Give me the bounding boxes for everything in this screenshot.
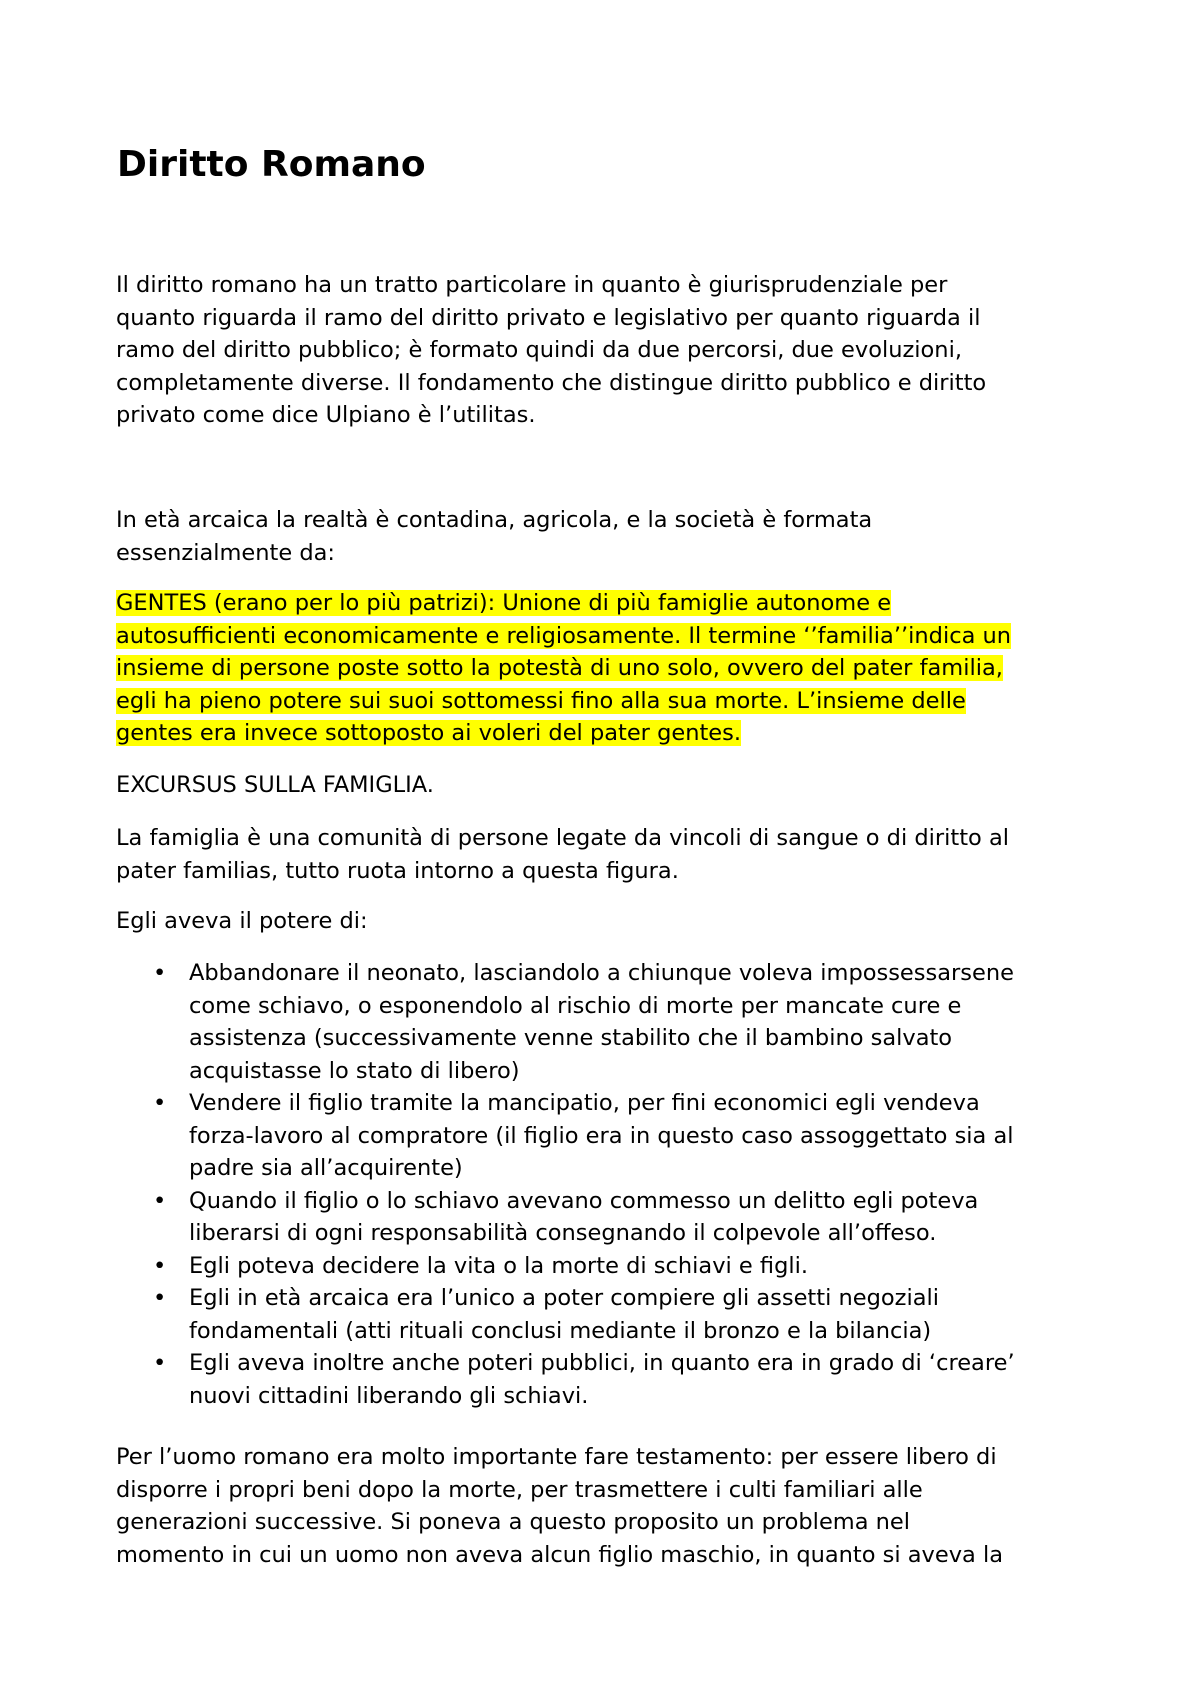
- intro-line: completamente diverse. Il fondamento che distingue diritto pubblico e diritto: [116, 369, 987, 396]
- gentes-line: insieme di persone poste sotto la potestà di uno solo, ovvero del pater familia,: [116, 655, 1003, 681]
- potere-intro: [116, 905, 1116, 938]
- famiglia-line: La famiglia è una comunità di persone legate da vincoli di sangue o di diritto al: [116, 825, 1009, 851]
- intro-line: quanto riguarda il ramo del diritto privato e legislativo per quanto riguarda il: [116, 304, 981, 331]
- bullet-line: Egli aveva inoltre anche poteri pubblici, in quanto era in grado di ‘creare’: [189, 1350, 1015, 1376]
- gentes-paragraph-highlighted: [116, 587, 1116, 750]
- bullet-icon: •: [153, 1187, 167, 1214]
- bullet-item: [116, 1347, 1116, 1412]
- bullet-line: assistenza (successivamente venne stabilito che il bambino salvato: [189, 1025, 953, 1051]
- bullet-item: [116, 1087, 1116, 1185]
- bullet-line: padre sia all’acquirente): [189, 1155, 463, 1181]
- gentes-line: gentes era invece sottoposto ai voleri del pater gentes.: [116, 720, 742, 746]
- bullet-item: [116, 957, 1116, 1087]
- excursus-heading: [116, 769, 1116, 802]
- bullet-item: [116, 1185, 1116, 1250]
- famiglia-line: pater familias, tutto ruota intorno a questa figura.: [116, 857, 679, 884]
- bullet-line: acquistasse lo stato di libero): [189, 1057, 520, 1084]
- excursus-line: EXCURSUS SULLA FAMIGLIA.: [116, 772, 434, 798]
- intro-line: Il diritto romano ha un tratto particolare in quanto è giurisprudenziale per: [116, 272, 948, 298]
- intro-line: privato come dice Ulpiano è l’utilitas.: [116, 402, 536, 428]
- bullet-line: come schiavo, o esponendolo al rischio di morte per mancate cure e: [189, 992, 962, 1019]
- arcaica-paragraph: [116, 504, 1116, 569]
- testamento-paragraph: [116, 1441, 1116, 1571]
- arcaica-line: In età arcaica la realtà è contadina, agricola, e la società è formata: [116, 507, 873, 533]
- bullet-item: [116, 1282, 1116, 1347]
- bullet-line: Abbandonare il neonato, lasciandolo a chiunque voleva impossessarsene: [189, 960, 1014, 986]
- testamento-line: Per l’uomo romano era molto importante fare testamento: per essere libero di: [116, 1444, 997, 1470]
- bullet-line: Quando il figlio o lo schiavo avevano commesso un delitto egli poteva: [189, 1187, 979, 1214]
- bullet-line: Egli poteva decidere la vita o la morte di schiavi e figli.: [189, 1252, 809, 1279]
- bullet-item: [116, 1250, 1116, 1283]
- gentes-line: egli ha pieno potere sui suoi sottomessi fino alla sua morte. L’insieme delle: [116, 687, 966, 714]
- bullet-line: liberarsi di ogni responsabilità consegnando il colpevole all’offeso.: [189, 1220, 937, 1246]
- potere-intro-line: Egli aveva il potere di:: [116, 908, 368, 934]
- famiglia-paragraph: [116, 822, 1116, 887]
- powers-bullet-list: [116, 957, 1116, 1412]
- bullet-line: nuovi cittadini liberando gli schiavi.: [189, 1382, 589, 1409]
- bullet-icon: •: [153, 1285, 167, 1311]
- bullet-line: forza-lavoro al compratore (il figlio era in questo caso assoggettato sia al: [189, 1122, 1014, 1149]
- testamento-line: momento in cui un uomo non aveva alcun figlio maschio, in quanto si aveva la: [116, 1541, 1004, 1568]
- bullet-icon: •: [153, 960, 167, 986]
- bullet-line: Vendere il figlio tramite la mancipatio, per fini economici egli vendeva: [189, 1090, 980, 1116]
- bullet-line: Egli in età arcaica era l’unico a poter compiere gli assetti negoziali: [189, 1285, 939, 1311]
- bullet-icon: •: [153, 1350, 167, 1376]
- bullet-icon: •: [153, 1090, 167, 1116]
- gentes-line: autosufficienti economicamente e religiosamente. Il termine ‘’familia’’indica un: [116, 622, 1012, 649]
- testamento-line: disporre i propri beni dopo la morte, per trasmettere i culti familiari alle: [116, 1476, 923, 1503]
- bullet-icon: •: [153, 1252, 167, 1279]
- intro-line: ramo del diritto pubblico; è formato quindi da due percorsi, due evoluzioni,: [116, 337, 962, 363]
- document-title: Diritto Romano: [117, 144, 426, 185]
- testamento-line: generazioni successive. Si poneva a questo proposito un problema nel: [116, 1509, 910, 1535]
- bullet-line: fondamentali (atti rituali conclusi mediante il bronzo e la bilancia): [189, 1317, 932, 1344]
- arcaica-line: essenzialmente da:: [116, 539, 335, 566]
- intro-paragraph: [116, 269, 1116, 432]
- gentes-line: GENTES (erano per lo più patrizi): Unione di più famiglie autonome e: [116, 590, 892, 616]
